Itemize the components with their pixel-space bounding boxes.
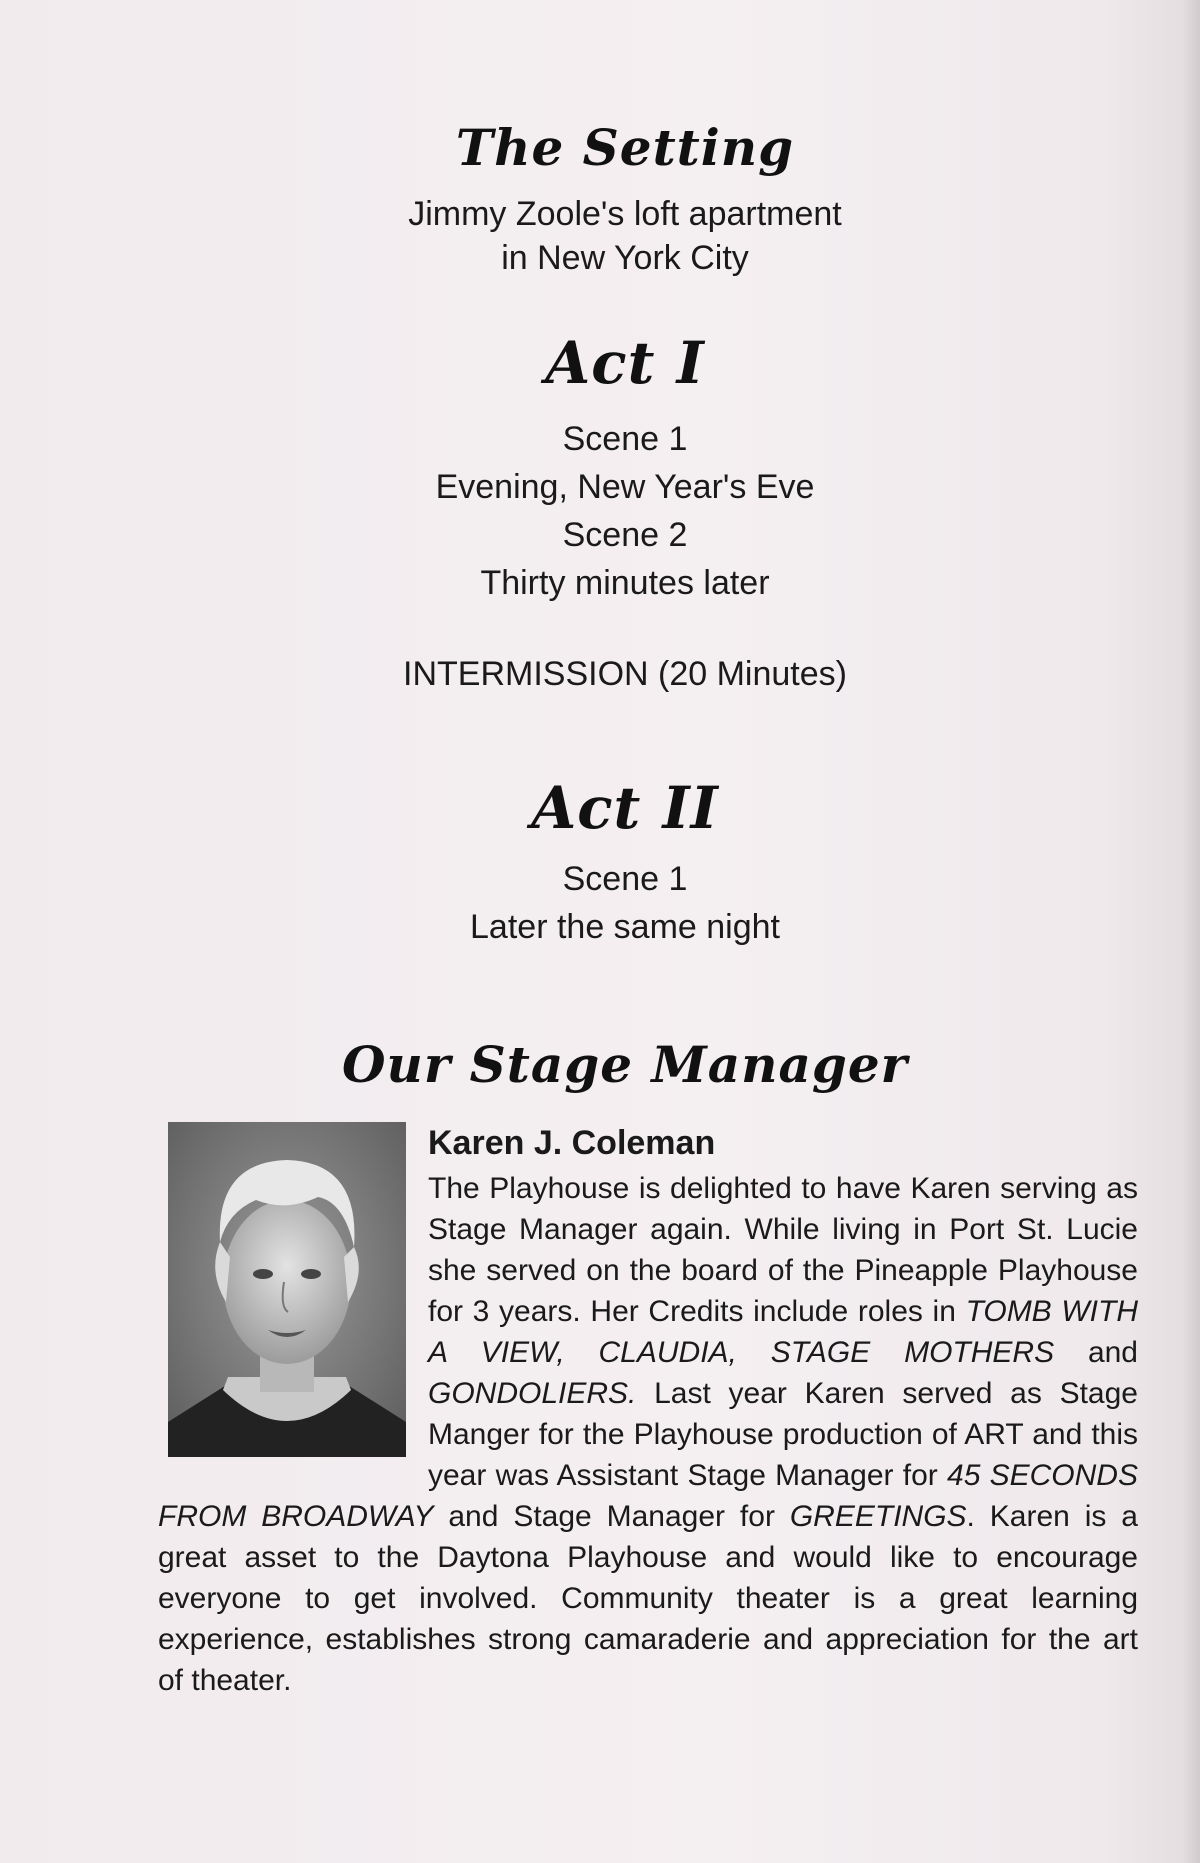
setting-heading: The Setting	[455, 118, 795, 177]
bio-text-2: and	[1054, 1336, 1138, 1369]
act-2-scenes	[0, 855, 1200, 951]
bio-title-2: GONDOLIERS.	[428, 1377, 637, 1410]
setting-description	[0, 192, 1200, 280]
bio-title-1: TOMB WITH A VIEW, CLAUDIA, STAGE MOTHERS	[428, 1295, 1139, 1369]
act-1-scene-1-desc: Evening, New Year's Eve	[435, 468, 815, 506]
act-2-heading: Act II	[531, 774, 719, 842]
bio-title-3: 45 SECONDS FROM BROADWAY	[158, 1459, 1138, 1533]
bio-text-1: The Playhouse is delighted to have Karen serving as Stage Manager again. While living in Port St. Lucie she served on the board of the Pineapple Playhouse for 3 years. Her Credits include roles in	[428, 1172, 1138, 1328]
photo-text-wrap-spacer	[158, 1168, 428, 1457]
stage-manager-heading: Our Stage Manager	[341, 1035, 909, 1094]
setting-line-1: Jimmy Zoole's loft apartment	[408, 195, 842, 233]
act-1-scene-2-label: Scene 2	[562, 516, 688, 554]
setting-line-2: in New York City	[501, 239, 749, 277]
act-1-scene-1-label: Scene 1	[562, 420, 688, 458]
bio-text-5: . Karen is a great asset to the Daytona Playhouse and would like to encourage everyone to get involved. Community theater is a great learning experience, establishes strong camaraderie and appreciation for the art of theater.	[158, 1500, 1138, 1697]
bio-text-3: Last year Karen served as Stage Manger for the Playhouse production of ART and this year was Assistant Stage Manager for	[428, 1377, 1138, 1492]
intermission-notice: INTERMISSION (20 Minutes)	[403, 655, 847, 693]
act-1-heading: Act I	[545, 329, 705, 397]
stage-manager-bio	[158, 1168, 1138, 1701]
act-1-scene-2-desc: Thirty minutes later	[480, 564, 770, 602]
act-2-scene-1-desc: Later the same night	[470, 908, 780, 946]
act-2-scene-1-label: Scene 1	[562, 860, 688, 898]
act-1-scenes	[0, 415, 1200, 607]
bio-text-4: and Stage Manager for	[433, 1500, 790, 1533]
stage-manager-name: Karen J. Coleman	[428, 1124, 716, 1162]
bio-title-4: GREETINGS	[789, 1500, 967, 1533]
